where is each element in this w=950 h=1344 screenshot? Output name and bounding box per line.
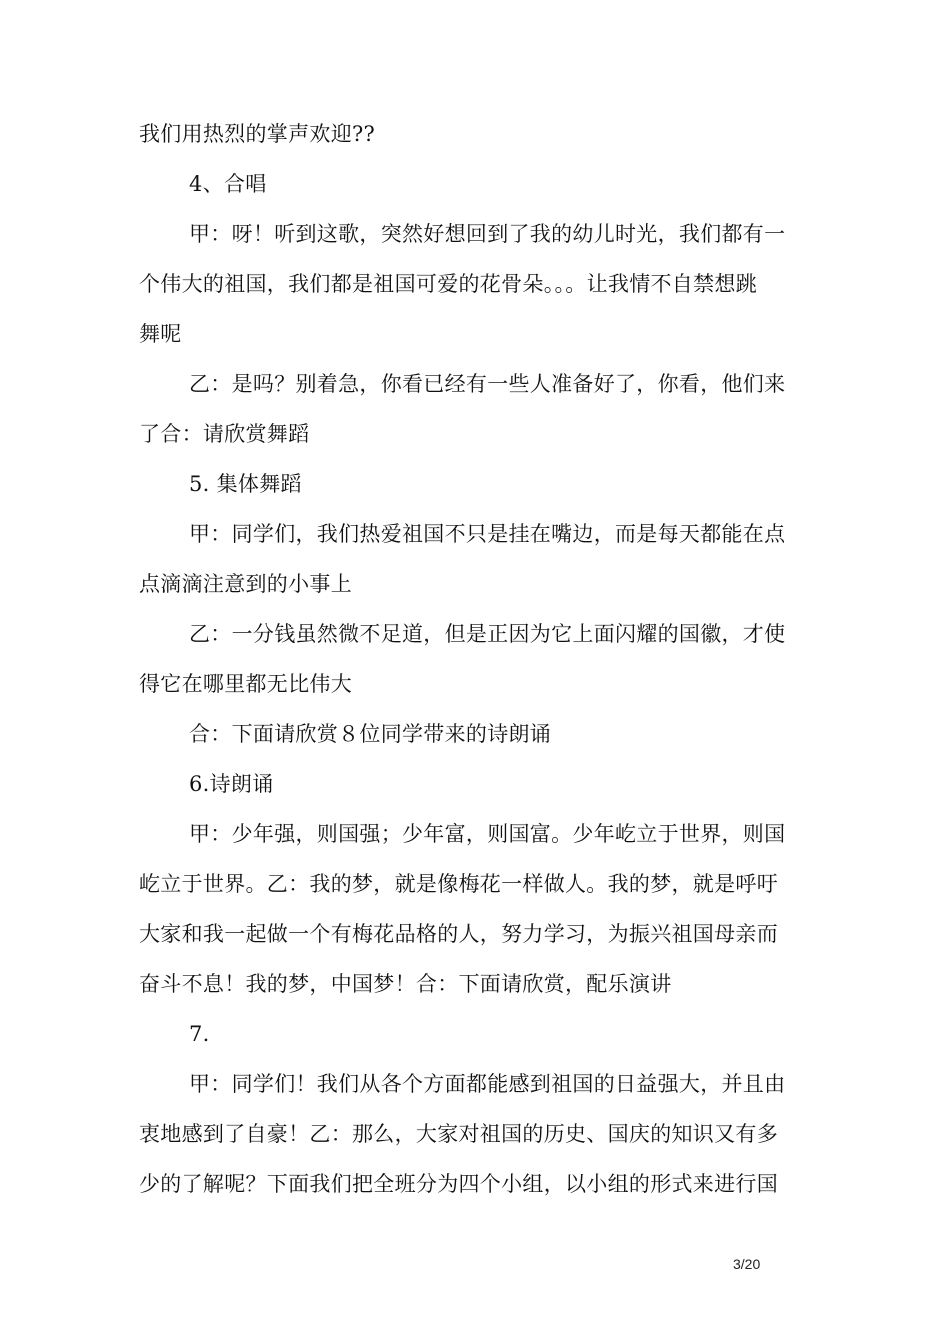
text-line: 了合：请欣赏舞蹈 — [139, 422, 310, 446]
text-line: 甲：同学们，我们热爱祖国不只是挂在嘴边，而是每天都能在点 — [189, 522, 786, 546]
text-line: 奋斗不息！我的梦，中国梦！合：下面请欣赏，配乐演讲 — [139, 972, 672, 996]
text-line: 甲：同学们！我们从各个方面都能感到祖国的日益强大，并且由 — [189, 1072, 786, 1096]
section-heading: 4、合唱 — [189, 172, 267, 196]
text-line: 少的了解呢？下面我们把全班分为四个小组，以小组的形式来进行国 — [139, 1172, 778, 1196]
text-line: 舞呢 — [139, 322, 182, 346]
section-heading: 6.诗朗诵 — [189, 772, 274, 796]
text-line: 甲：少年强，则国强；少年富，则国富。少年屹立于世界，则国 — [189, 822, 786, 846]
text-line: 我们用热烈的掌声欢迎?? — [139, 122, 376, 146]
text-line: 合：下面请欣赏８位同学带来的诗朗诵 — [189, 722, 552, 746]
section-heading: 5. 集体舞蹈 — [189, 472, 302, 496]
text-line: 衷地感到了自豪！乙：那么，大家对祖国的历史、国庆的知识又有多 — [139, 1122, 778, 1146]
text-line: 大家和我一起做一个有梅花品格的人，努力学习，为振兴祖国母亲而 — [139, 922, 778, 946]
text-line: 个伟大的祖国，我们都是祖国可爱的花骨朵。。。让我情不自禁想跳 — [139, 272, 757, 296]
text-line: 屹立于世界。乙：我的梦，就是像梅花一样做人。我的梦，就是呼吁 — [139, 872, 778, 896]
text-line: 得它在哪里都无比伟大 — [139, 672, 352, 696]
text-line: 点滴滴注意到的小事上 — [139, 572, 352, 596]
text-line: 甲：呀！听到这歌，突然好想回到了我的幼儿时光，我们都有一 — [189, 222, 786, 246]
text-line: 乙：一分钱虽然微不足道，但是正因为它上面闪耀的国徽，才使 — [189, 622, 786, 646]
page-number: 3/20 — [733, 1256, 761, 1272]
text-line: 乙：是吗？别着急，你看已经有一些人准备好了，你看，他们来 — [189, 372, 786, 396]
section-heading: 7. — [189, 1022, 210, 1046]
